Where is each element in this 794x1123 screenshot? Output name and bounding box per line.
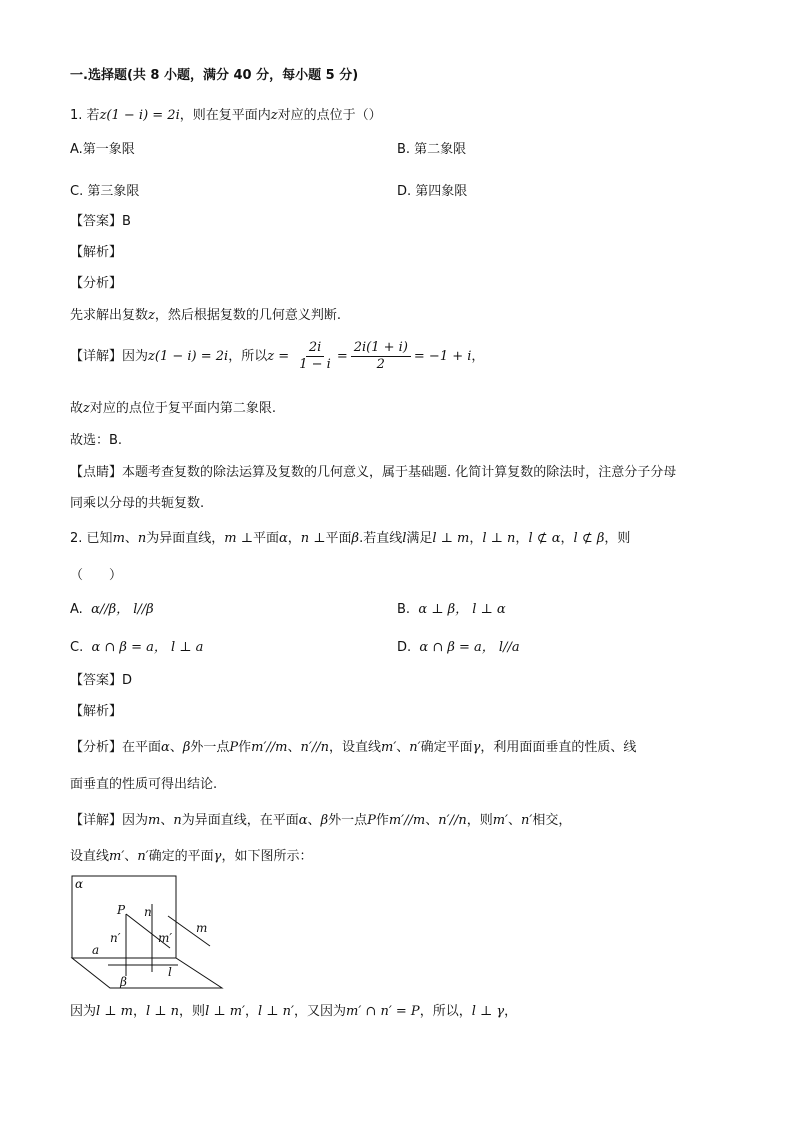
q2-last-5: l ⊥ m′ [205, 1004, 245, 1019]
q1-option-d: D. 第四象限 [397, 184, 468, 199]
q2-n-perp: n ⊥ [300, 531, 326, 546]
q2-cond2: l ⊥ n [482, 531, 516, 546]
q2-fenxi-tag: 【分析】 [70, 740, 123, 755]
q1-dianjing-line2: 同乘以分母的共轭复数. [70, 496, 205, 511]
q2-fenxi-mp-par-m: m′//m [251, 740, 288, 755]
q2-stem5: ，则 [604, 531, 631, 546]
q1-fraction-1-denominator: 1 − i [299, 357, 331, 372]
q2-comma-4: ， [560, 531, 574, 546]
q2-m-perp: m ⊥ [224, 531, 253, 546]
q2-xj-mp-par-m: m′//m [388, 813, 426, 828]
q2-stem2: 为异面直线， [146, 531, 225, 546]
q1-xiangjie-eq1: z(1 − i) = 2i [148, 349, 229, 364]
q1-gu-z: z [83, 401, 90, 416]
q1-option-a: A.第一象限 [70, 142, 135, 157]
q2-option-a-label: A. [70, 602, 83, 617]
q2-xj-3: 外一点 [328, 813, 368, 828]
q2-xj-1: 因为 [122, 813, 149, 828]
q1-dianjing-line1 [70, 463, 676, 483]
q2-xj-P: P [367, 813, 376, 828]
q2-cond1: l ⊥ m [432, 531, 470, 546]
q2-set-line [70, 847, 312, 867]
q1-dianjing-text1: 本题考查复数的除法运算及复数的几何意义，属于基础题. 化简计算复数的除法时，注意分子分母 [122, 465, 677, 480]
q1-jiexi: 【解析】 [70, 245, 123, 260]
q2-last-8: m′ ∩ n′ = P [346, 1004, 420, 1019]
q2-dun: 、 [124, 531, 138, 546]
q2-option-b [397, 600, 506, 620]
q2-xj-2: 为异面直线，在平面 [181, 813, 299, 828]
q2-stem [70, 529, 630, 549]
label-n: n [144, 905, 152, 919]
label-beta: β [120, 975, 127, 989]
q2-xj-mp: m′ [492, 813, 509, 828]
q2-jiexi: 【解析】 [70, 704, 123, 719]
q2-last-4: ，则 [179, 1004, 206, 1019]
q1-answer [70, 212, 131, 232]
q2-fenxi-np: n′ [409, 740, 421, 755]
q1-xiangjie-end: ， [471, 349, 485, 364]
plane-alpha-rect [72, 876, 176, 958]
q2-fenxi-alpha: α [161, 740, 170, 755]
q1-xiangjie-z: z = [267, 349, 290, 364]
q1-xiangjie [70, 339, 484, 375]
q2-paren: （ ） [70, 568, 123, 583]
q2-fenxi-dun-1: 、 [169, 740, 183, 755]
q1-gu-1: 故 [70, 401, 84, 416]
q2-stem3: .若直线 [359, 531, 403, 546]
q2-n: n [137, 531, 147, 546]
q2-set-dun: 、 [124, 849, 138, 864]
q2-option-d-label: D. [397, 640, 412, 655]
q1-conclusion [70, 399, 276, 419]
q2-option-b-math: α ⊥ β， l ⊥ α [418, 602, 506, 617]
q2-stem4: 满足 [406, 531, 433, 546]
q1-xiangjie-a: 因为 [122, 349, 149, 364]
q2-xj-m: m [148, 813, 161, 828]
q2-plane-2: 平面 [325, 531, 352, 546]
q2-fenxi-beta: β [182, 740, 191, 755]
label-m: m [196, 921, 208, 935]
plane-figure [70, 874, 230, 994]
q2-fenxi-dun-3: 、 [396, 740, 410, 755]
q2-last-7: ，又因为 [294, 1004, 347, 1019]
q1-fraction-1-numerator: 2i [306, 340, 324, 357]
q1-xiangjie-tag: 【详解】 [70, 349, 123, 364]
q2-last-comma-1: ， [133, 1004, 147, 1019]
plane-beta-parallelogram [72, 958, 222, 988]
q1-stem-post1: ，则在复平面内 [179, 108, 271, 123]
q2-fenxi-mp: m′ [381, 740, 397, 755]
q1-equals: = [336, 349, 348, 364]
q2-xiangjie-line [70, 811, 571, 831]
q2-xj-dun-4: 、 [508, 813, 522, 828]
q1-dianjing-tag: 【点睛】 [70, 465, 123, 480]
q2-comma-2: ， [469, 531, 483, 546]
q2-stem1: 已知 [86, 531, 113, 546]
q2-option-a-math: α//β， l//β [91, 602, 154, 617]
q2-set-3: ，如下图所示： [221, 849, 313, 864]
q2-plane-1: 平面 [252, 531, 279, 546]
section-title: 一.选择题(共 8 小题，满分 40 分，每小题 5 分) [70, 68, 359, 83]
q1-stem-pre: 若 [86, 108, 100, 123]
q2-fenxi-6: ，利用面面垂直的性质、线 [480, 740, 637, 755]
q1-stem [70, 106, 382, 126]
q1-fenxi-z: z [148, 308, 155, 323]
q2-xj-np-par-n: n′//n [438, 813, 467, 828]
q2-option-d [397, 638, 520, 658]
q2-set-np: n′ [137, 849, 149, 864]
q1-result: = −1 + i [413, 349, 472, 364]
q2-fenxi-5: 确定平面 [420, 740, 473, 755]
q2-xj-dun-2: 、 [307, 813, 321, 828]
q2-last-1: 因为 [70, 1004, 97, 1019]
q2-answer [70, 671, 132, 691]
q2-xj-4: 作 [375, 813, 389, 828]
q2-fenxi-np-par-n: n′//n [300, 740, 329, 755]
q2-beta-1: β [351, 531, 360, 546]
q1-fenxi-tag: 【分析】 [70, 276, 123, 291]
q2-last-line [70, 1002, 517, 1022]
q2-xj-np: n′ [521, 813, 533, 828]
q1-fenxi-text1: 先求解出复数 [70, 308, 149, 323]
q1-z: z [270, 108, 278, 123]
q2-last-comma-2: ， [245, 1004, 259, 1019]
q2-option-d-math: α ∩ β = a， l//a [419, 640, 520, 655]
label-n-prime: n′ [110, 931, 121, 945]
q1-fraction-1 [296, 340, 334, 373]
q2-fenxi-P: P [229, 740, 239, 755]
label-alpha: α [75, 877, 84, 891]
q2-answer-tag: 【答案】 [70, 673, 123, 688]
q2-fenxi-dun-2: 、 [287, 740, 301, 755]
q1-stem-post2: 对应的点位于（） [277, 108, 382, 123]
q1-answer-value: B [122, 214, 131, 229]
q2-option-b-label: B. [397, 602, 411, 617]
q2-xj-6: 相交， [532, 813, 572, 828]
q1-equation: z(1 − i) = 2i [99, 108, 180, 123]
q2-number: 2. [70, 531, 83, 546]
q1-answer-tag: 【答案】 [70, 214, 123, 229]
label-m-prime: m′ [158, 931, 173, 945]
q2-last-11: ， [504, 1004, 518, 1019]
q1-fraction-2 [351, 340, 411, 373]
q1-number: 1. [70, 108, 83, 123]
q1-fenxi-text [70, 306, 341, 326]
q2-option-c-math: α ∩ β = a， l ⊥ a [91, 640, 204, 655]
q1-option-c: C. 第三象限 [70, 184, 140, 199]
label-a: a [92, 943, 100, 957]
q2-l: l [402, 531, 407, 546]
q1-fraction-2-denominator: 2 [376, 357, 385, 372]
q2-last-10: l ⊥ γ [471, 1004, 505, 1019]
q2-xj-5: ，则 [466, 813, 493, 828]
q2-xiangjie-tag: 【详解】 [70, 813, 123, 828]
q2-option-c-label: C. [70, 640, 84, 655]
q2-last-3: l ⊥ n [146, 1004, 180, 1019]
q1-xiangjie-b: ，所以 [228, 349, 268, 364]
q2-fenxi-4: ，设直线 [328, 740, 381, 755]
q2-fenxi-line2: 面垂直的性质可得出结论. [70, 777, 218, 792]
q2-last-6: l ⊥ n′ [258, 1004, 294, 1019]
q2-cond3: l ⊄ α [528, 531, 561, 546]
q2-option-a [70, 600, 154, 620]
q1-fraction-2-numerator: 2i(1 + i) [351, 340, 411, 357]
q2-fenxi-1: 在平面 [122, 740, 162, 755]
q2-last-2: l ⊥ m [96, 1004, 133, 1019]
q2-fenxi-3: 作 [238, 740, 252, 755]
q1-guxuan: 故选：B. [70, 433, 123, 448]
q2-fenxi-line1 [70, 738, 636, 758]
q2-m: m [112, 531, 125, 546]
q1-gu-2: 对应的点位于复平面内第二象限. [89, 401, 277, 416]
q2-set-gamma: γ [213, 849, 222, 864]
q2-xj-dun-1: 、 [160, 813, 174, 828]
q2-set-mp: m′ [109, 849, 125, 864]
q1-option-b: B. 第二象限 [397, 142, 467, 157]
q2-xj-beta: β [320, 813, 329, 828]
q2-comma-3: ， [515, 531, 529, 546]
q2-alpha-1: α [279, 531, 288, 546]
q2-comma-1: ， [287, 531, 301, 546]
q1-fenxi-text2: ，然后根据复数的几何意义判断. [154, 308, 342, 323]
q2-set-1: 设直线 [70, 849, 110, 864]
q2-answer-value: D [122, 673, 133, 688]
q2-fenxi-2: 外一点 [190, 740, 230, 755]
q2-cond4: l ⊄ β [573, 531, 605, 546]
label-l: l [168, 965, 172, 979]
q2-set-2: 确定的平面 [148, 849, 214, 864]
q2-xj-dun-3: 、 [425, 813, 439, 828]
label-P: P [117, 903, 126, 917]
q2-fenxi-gamma: γ [472, 740, 481, 755]
q2-last-9: ，所以， [419, 1004, 472, 1019]
q2-option-c [70, 638, 203, 658]
q2-xj-alpha: α [298, 813, 308, 828]
q2-xj-n: n [173, 813, 182, 828]
